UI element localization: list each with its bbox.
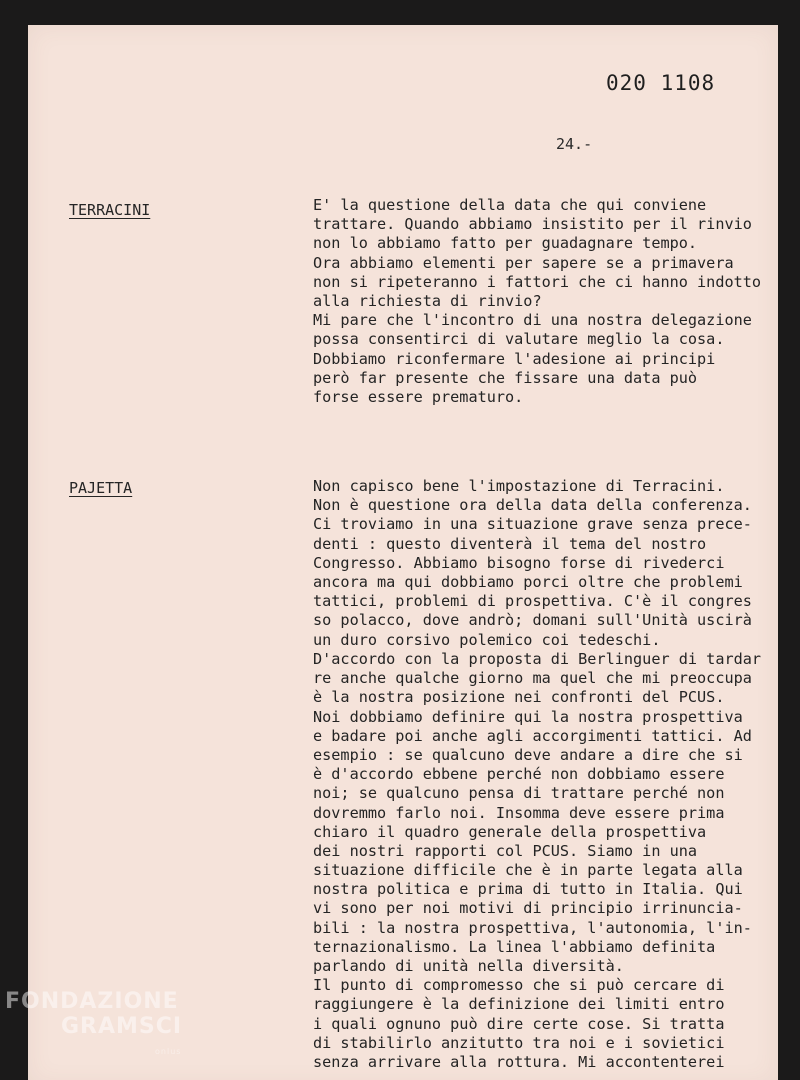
text-line: trattare. Quando abbiamo insistito per il rinvio xyxy=(313,215,752,234)
text-line: Mi pare che l'incontro di una nostra delegazione xyxy=(313,311,752,330)
text-line: Noi dobbiamo definire qui la nostra prospettiva xyxy=(313,707,743,726)
text-line: Congresso. Abbiamo bisogno forse di rivederci xyxy=(313,553,725,572)
text-line: chiaro il quadro generale della prospettiva xyxy=(313,822,707,841)
watermark-line-2: GRAMSCI xyxy=(61,1014,183,1039)
text-line: dei nostri rapporti col PCUS. Siamo in una xyxy=(313,841,698,860)
text-line: dovremmo farlo noi. Insomma deve essere prima xyxy=(313,803,725,822)
text-line: D'accordo con la proposta di Berlinguer di tardar xyxy=(313,650,762,668)
text-line: denti : questo diventerà il tema del nostro xyxy=(313,534,707,553)
text-line: è d'accordo ebbene perché non dobbiamo essere xyxy=(313,765,725,784)
text-line: alla richiesta di rinvio? xyxy=(313,291,542,310)
page-number: 24.- xyxy=(556,135,593,153)
text-line: raggiungere è la definizione dei limiti entro xyxy=(313,995,725,1014)
text-line: forse essere prematuro. xyxy=(313,387,524,406)
speech-pajetta-paragraph-2 xyxy=(313,650,783,1072)
fondazione-gramsci-watermark xyxy=(5,989,183,1056)
text-line: Ci troviamo in una situazione grave senza prece- xyxy=(313,515,752,534)
text-line: E' la questione della data che qui conviene xyxy=(313,196,707,214)
speaker-terracini: TERRACINI xyxy=(69,201,151,219)
watermark-line-1: FONDAZIONE xyxy=(5,989,179,1014)
text-line: non si ripeteranno i fattori che ci hanno indotto xyxy=(313,272,762,291)
text-line: Dobbiamo riconfermare l'adesione ai principi xyxy=(313,349,716,368)
text-line: Non è questione ora della data della conferenza. xyxy=(313,496,752,515)
text-line: però far presente che fissare una data può xyxy=(313,368,698,387)
speech-terracini xyxy=(313,196,783,407)
text-line: noi; se qualcuno pensa di trattare perché non xyxy=(313,784,725,803)
text-line: ternazionalismo. La linea l'abbiamo definita xyxy=(313,937,716,956)
watermark-line-3: onlus xyxy=(155,1047,182,1056)
text-line: re anche qualche giorno ma quel che mi preoccupa xyxy=(313,669,752,688)
speaker-pajetta: PAJETTA xyxy=(69,479,133,497)
text-line: Il punto di compromesso che si può cercare di xyxy=(313,976,725,995)
text-line: un duro corsivo polemico coi tedeschi. xyxy=(313,630,661,649)
text-line: senza arrivare alla rottura. Mi accontenterei xyxy=(313,1052,725,1071)
text-line: ancora ma qui dobbiamo porci oltre che problemi xyxy=(313,572,743,591)
text-line: so polacco, dove andrò; domani sull'Unità uscirà xyxy=(313,611,752,630)
text-line: di stabilirlo anzitutto tra noi e i sovietici xyxy=(313,1033,725,1052)
text-line: esempio : se qualcuno deve andare a dire che si xyxy=(313,745,743,764)
text-line: non lo abbiamo fatto per guadagnare tempo. xyxy=(313,234,698,253)
text-line: tattici, problemi di prospettiva. C'è il congres xyxy=(313,592,752,611)
text-line: è la nostra posizione nei confronti del PCUS. xyxy=(313,688,725,707)
text-line: vi sono per noi motivi di principio irrinuncia- xyxy=(313,899,743,918)
text-line: situazione difficile che è in parte legata alla xyxy=(313,861,743,880)
text-line: Ora abbiamo elementi per sapere se a primavera xyxy=(313,253,734,272)
speech-pajetta-paragraph-1 xyxy=(313,477,783,650)
text-line: i quali ognuno può dire certe cose. Si tratta xyxy=(313,1014,725,1033)
text-line: parlando di unità nella diversità. xyxy=(313,957,624,975)
text-line: possa consentirci di valutare meglio la cosa. xyxy=(313,330,725,349)
archive-number: 020 1108 xyxy=(606,71,716,95)
text-line: e badare poi anche agli accorgimenti tattici. Ad xyxy=(313,726,752,745)
text-line: nostra politica e prima di tutto in Italia. Qui xyxy=(313,880,743,899)
text-line: bili : la nostra prospettiva, l'autonomia, l'in- xyxy=(313,918,752,937)
text-line: Non capisco bene l'impostazione di Terracini. xyxy=(313,477,725,495)
